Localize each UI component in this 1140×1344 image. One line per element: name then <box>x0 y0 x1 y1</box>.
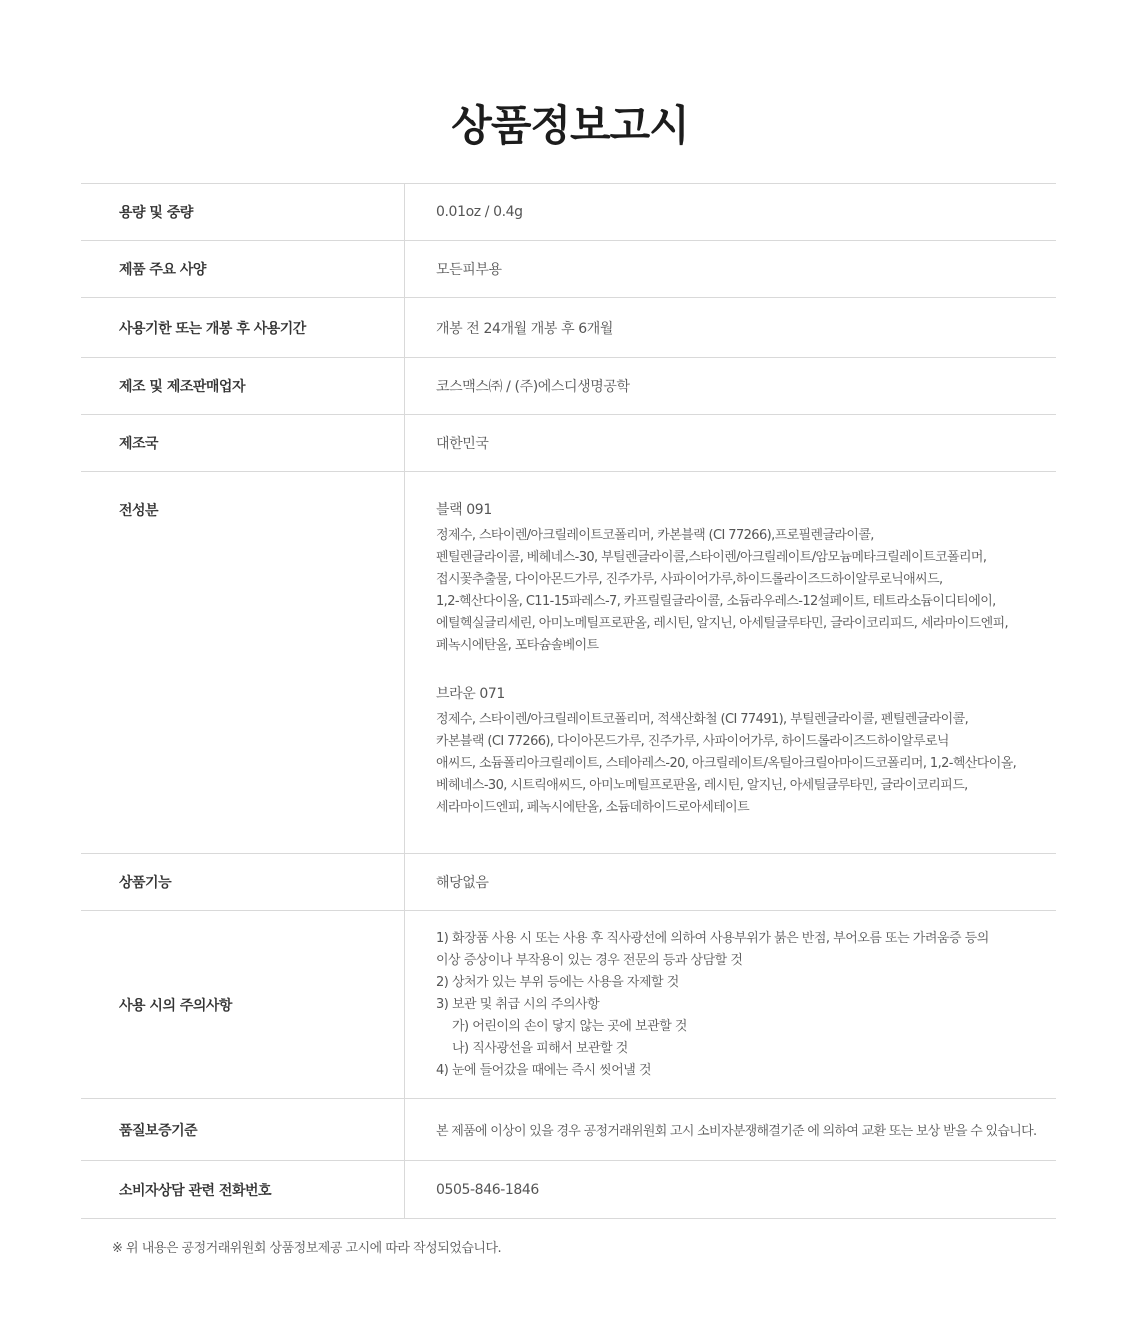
caution-line: 나) 직사광선을 피해서 보관할 것 <box>452 1041 628 1056</box>
table-row-maker <box>81 358 1056 415</box>
ingredient-line: 접시꽃추출물, 다이아몬드가루, 진주가루, 사파이어가루,하이드롤라이즈드하이알루로닉애씨드, <box>436 572 943 587</box>
row-value: 개봉 전 24개월 개봉 후 6개월 <box>436 320 614 337</box>
table-row-expiry <box>81 298 1056 358</box>
ingredient-line: 페녹시에탄올, 포타슘솔베이트 <box>436 638 599 653</box>
table-row-phone <box>81 1161 1056 1219</box>
row-label: 용량 및 중량 <box>81 184 405 240</box>
table-row-ingredients <box>81 472 1056 854</box>
row-value: 코스맥스㈜ / (주)에스디생명공학 <box>436 379 630 395</box>
row-value: 모든피부용 <box>436 262 502 278</box>
footnote: ※ 위 내용은 공정거래위원회 상품정보제공 고시에 따라 작성되었습니다. <box>112 1241 502 1256</box>
ingredient-line: 베헤네스-30, 시트릭애씨드, 아미노메틸프로판올, 레시틴, 알지닌, 아세틸글루타민, 글라이코리피드, <box>436 778 968 793</box>
row-label: 제품 주요 사양 <box>81 241 405 297</box>
caution-line: 이상 증상이나 부작용이 있는 경우 전문의 등과 상담할 것 <box>436 953 743 968</box>
ingredient-group-black <box>436 499 1056 657</box>
table-row-spec <box>81 241 1056 298</box>
row-label: 품질보증기준 <box>81 1099 405 1160</box>
ingredient-line: 정제수, 스타이렌/아크릴레이트코폴리머, 적색산화철 (CI 77491), 부틸렌글라이콜, 펜틸렌글라이콜, <box>436 712 969 727</box>
ingredient-group-name: 브라운 071 <box>436 686 505 702</box>
ingredient-line: 카본블랙 (CI 77266), 다이아몬드가루, 진주가루, 사파이어가루, 하이드롤라이즈드하이알루로닉 <box>436 734 949 749</box>
ingredient-list <box>436 525 1056 657</box>
table-row-caution <box>81 911 1056 1099</box>
caution-line: 2) 상처가 있는 부위 등에는 사용을 자제할 것 <box>436 975 679 990</box>
table-row-capacity <box>81 184 1056 241</box>
ingredient-line: 에틸헥실글리세린, 아미노메틸프로판올, 레시틴, 알지닌, 아세틸글루타민, 글라이코리피드, 세라마이드엔피, <box>436 616 1009 631</box>
row-value: 본 제품에 이상이 있을 경우 공정거래위원회 고시 소비자분쟁해결기준 에 의하여 교환 또는 보상 받을 수 있습니다. <box>436 1124 1037 1139</box>
row-value: 대한민국 <box>436 436 489 452</box>
table-row-function <box>81 854 1056 911</box>
row-value: 0.01oz / 0.4g <box>436 204 523 220</box>
ingredient-line: 세라마이드엔피, 페녹시에탄올, 소듐데하이드로아세테이트 <box>436 800 750 815</box>
page-title: 상품정보고시 <box>451 101 689 150</box>
caution-line: 1) 화장품 사용 시 또는 사용 후 직사광선에 의하여 사용부위가 붉은 반점, 부어오름 또는 가려움증 등의 <box>436 931 989 946</box>
caution-value <box>405 911 1056 1098</box>
row-label: 제조국 <box>81 415 405 471</box>
row-label: 소비자상담 관련 전화번호 <box>81 1161 405 1218</box>
ingredient-line: 정제수, 스타이렌/아크릴레이트코폴리머, 카본블랙 (CI 77266),프로필렌글라이콜, <box>436 528 874 543</box>
row-value: 해당없음 <box>436 875 489 891</box>
row-label: 사용기한 또는 개봉 후 사용기간 <box>81 298 405 357</box>
ingredient-group-brown <box>436 683 1056 819</box>
ingredient-group-name: 블랙 091 <box>436 502 492 518</box>
ingredient-line: 1,2-헥산다이올, C11-15파레스-7, 카프릴릴글라이콜, 소듐라우레스-12설페이트, 테트라소듐이디티에이, <box>436 594 996 609</box>
ingredient-list <box>436 709 1056 819</box>
caution-line: 3) 보관 및 취급 시의 주의사항 <box>436 997 600 1012</box>
row-label: 전성분 <box>81 472 405 853</box>
product-info-table <box>81 183 1056 1219</box>
table-row-quality <box>81 1099 1056 1161</box>
row-label: 상품기능 <box>81 854 405 910</box>
ingredient-line: 펜틸렌글라이콜, 베헤네스-30, 부틸렌글라이콜,스타이렌/아크릴레이트/암모늄메타크릴레이트코폴리머, <box>436 550 987 565</box>
row-label: 제조 및 제조판매업자 <box>81 358 405 414</box>
caution-line: 4) 눈에 들어갔을 때에는 즉시 씻어낼 것 <box>436 1063 652 1078</box>
ingredient-line: 애씨드, 소듐폴리아크릴레이트, 스테아레스-20, 아크릴레이트/옥틸아크릴아마이드코폴리머, 1,2-헥산다이올, <box>436 756 1017 771</box>
row-label: 사용 시의 주의사항 <box>81 911 405 1098</box>
caution-line: 가) 어린이의 손이 닿지 않는 곳에 보관할 것 <box>452 1019 687 1034</box>
table-row-origin <box>81 415 1056 472</box>
row-value: 0505-846-1846 <box>436 1181 539 1198</box>
ingredients-value <box>405 472 1056 853</box>
